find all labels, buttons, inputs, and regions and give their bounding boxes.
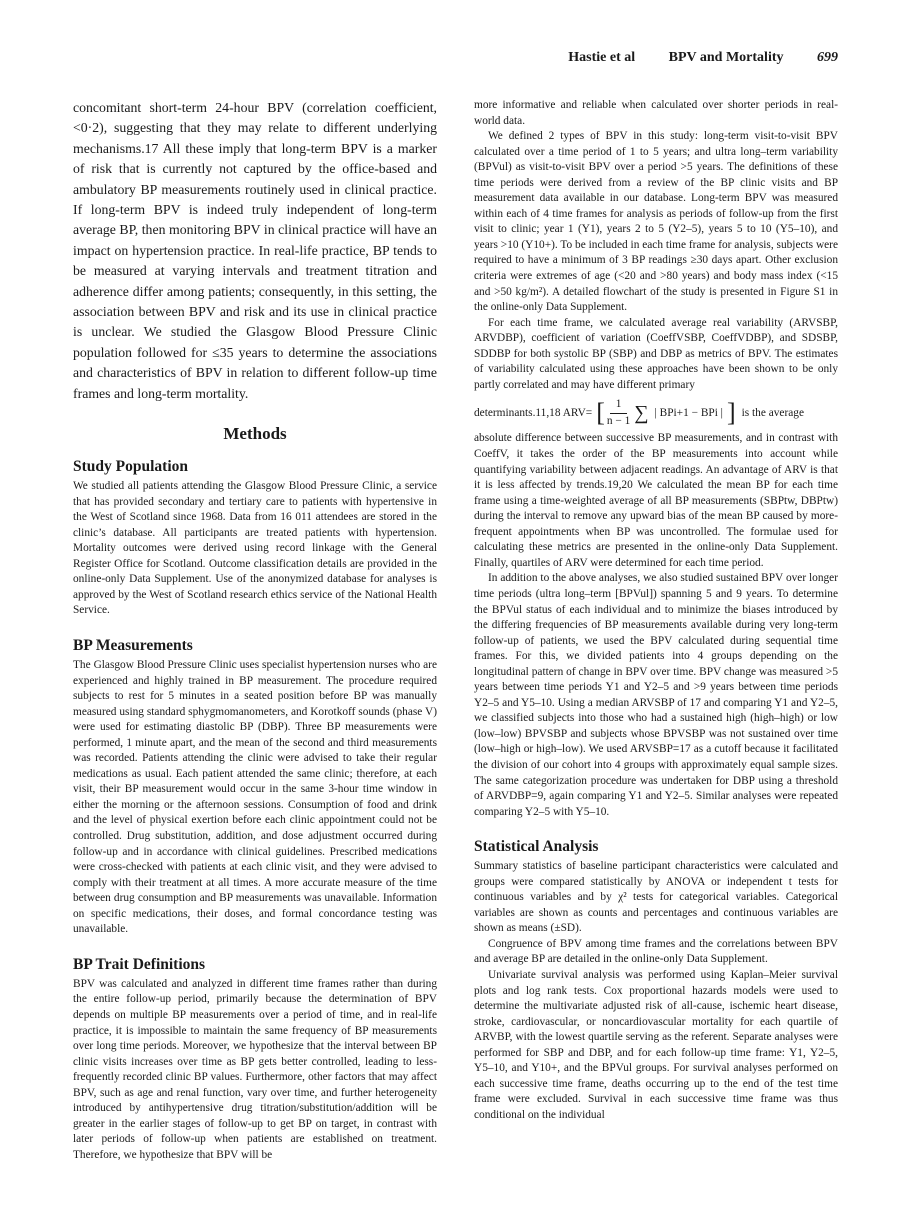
study-population-paragraph: We studied all patients attending the Glasgow Blood Pressure Clinic, a service that has provided secondary and tertiary care to patients with hypertensive in the West of Scotland since 1968. Data from 16 011 attendees are stored in the clinic’s database. All participants are treated patients with hypertension. Mortality outcomes were derived using record linkage with the General Register Office for Scotland. Outcome classification details are provided in the online-only Data Supplement. Use of the anonymized database for analyses is approved by the West of Scotland research ethics service of the National Health Service. [73, 480, 437, 617]
formula-fraction [607, 397, 630, 429]
bp-trait-paragraph: BPV was calculated and analyzed in different time frames rather than during the entire follow-up period, primarily because the determination of BPV depends on multiple BP measurements over a period of time, and in real-life practice, it is impossible to maintain the same frequency of BP measurements over long time periods. Moreover, we hypothesize that the interval between BP clinic visits increases over time as BP gets better controlled, leading to less-frequently recorded clinic BP values. Furthermore, other factors that may affect BPV, such as age and renal function, vary over time, and further heterogeneity introduced by antihypertensive drug titration/substitution/addition will be greater in the earlier stages of follow-up to get BP on target, in contrast with later periods of follow-up when patients are established on treatment. Therefore, we hypothesize that BPV will be [73, 977, 437, 1161]
study-population-heading: Study Population [73, 458, 189, 476]
statistical-analysis-heading: Statistical Analysis [474, 838, 599, 856]
stats-paragraph-2: Congruence of BPV among time frames and the correlations between BPV and average BP are detailed in the online-only Data Supplement. [474, 937, 838, 966]
arv-explanation-paragraph: absolute difference between successive BP measurements, and in contrast with CoeffV, it takes the order of the BP measurements into account while quantifying variability between adjacent readings. An advantage of ARV is that it is less affected by trends.19,20 We calculated the mean BP for each time frame using a time-weighted average of all BP measurements (SBPtw, DBPtw) during the interval to remove any upward bias of the mean BP caused by more-frequent appointments when BP was uncontrolled. The formulae used for calculating these metrics are presented in the online-only Data Supplement. Finally, quartiles of ARV were determined for each time period. [474, 432, 838, 569]
running-header [538, 50, 838, 66]
right-column [474, 98, 838, 1123]
formula-lead: determinants.11,18 ARV= [474, 406, 593, 419]
formula-right-bracket: ] [726, 398, 736, 428]
sustained-bpv-paragraph: In addition to the above analyses, we also studied sustained BPV over longer time periods (ultra long–term [BPVul]) spanning 5 and 9 years. To determine the BPVul status of each individual and to minimize the biases introduced by the differing frequencies of BP measurements available during very long-term follow-up of patients, we used the BPV calculated during sequential time frames. For this, we divided patients into 4 groups depending on the longitudinal pattern of change in BPV over time. BPV change was measured >5 years between time periods Y1 and Y2–5 and >9 years between time periods Y2–5 and Y5–10. Using a median ARVSBP of 17 and comparing Y1 and Y2–5, we classified subjects into those who had a sustained high (high–high) or low (low–low) BPVSBP and subjects whose BPVSBP was not sustained over time (low–high or high–low). We used ARVSBP=17 as a cutoff because it facilitated the division of our cohort into 4 groups with approximately equal sample sizes. The same categorization procedure was undertaken for DBP using a threshold of ARVDBP=9, again comparing Y1 and Y2–5. Similar analyses were repeated comparing Y2–5 with Y5–10. [474, 572, 838, 818]
bp-measurements-heading: BP Measurements [73, 637, 193, 655]
formula-denominator: n − 1 [606, 414, 631, 427]
header-authors: Hastie et al [568, 50, 636, 65]
stats-paragraph-3: Univariate survival analysis was performed using Kaplan–Meier survival plots and log rank tests. Cox proportional hazards models were used to determine the multivariate adjusted risk of all-cause, ischemic heart disease, stroke, cardiovascular, or noncardiovascular mortality for each quartile of ARVBP, with the lowest quartile serving as the referent. Separate analyses were performed for SBP and DBP, and for each follow-up time frame: Y1, Y2–5, Y5–10, and Y10+, and the BPVul groups. For survival analyses performed on each successive time frame, deaths occurring up to the end of the test time frame were excluded. Survival in each successive time frame was thus conditional on the individual [474, 968, 838, 1121]
intro-paragraph: concomitant short-term 24-hour BPV (correlation coefficient, <0·2), suggesting that they may relate to different underlying mechanisms.17 All these imply that long-term BPV is a marker of risk that is currently not captured by the office-based and ambulatory BP measurements routinely used in clinical practice. If long-term BPV is indeed truly independent of long-term average BP, then monitoring BPV in clinical practice will have an impact on hypertension practice. In real-life practice, BP tends to be measured at varying intervals and treatment titration and adherence differ among patients; consequently, in this setting, the association between BPV and risk and its use in clinical practice is unclear. We studied the Glasgow Blood Pressure Clinic population followed for ≤35 years to determine the associations and characteristics of BPV in relation to different follow-up time frames and long-term mortality. [73, 100, 437, 401]
bpv-metrics-paragraph: For each time frame, we calculated average real variability (ARVSBP, ARVDBP), coefficient of variation (CoeffVSBP, CoeffVDBP), and SDSBP, SDDBP for both systolic BP (SBP) and DBP as metrics of BPV. The estimates of variability calculated using these approaches have been shown to be only partly correlated and may have different primary [474, 316, 838, 391]
formula-tail: is the average [741, 406, 804, 419]
formula-term: | BPi+1 − BPi | [654, 406, 723, 419]
arv-formula [474, 397, 838, 429]
header-short-title: BPV and Mortality [668, 50, 784, 65]
bpv-types-paragraph: We defined 2 types of BPV in this study: long-term visit-to-visit BPV calculated over a time period of 1 to 5 years; and ultra long–term variability (BPVul) as visit-to-visit BPV over a period >5 years. The definitions of these time periods were derived from a review of the BP clinic visits and BP measurement data available in our database. Long-term BPV was measured within each of 4 time frames for analysis as periods of follow-up from the first visit to clinic; year 1 (Y1), years 2 to 5 (Y2–5), years 5 to 10 (Y5–10), and years >10 (Y10+). To be included in each time frame for analysis, subjects were required to have a minimum of 3 BP readings ≥30 days apart. Other exclusion criteria were extremes of age (<20 and >80 years) and body mass index (<15 and >50 kg/m²). A detailed flowchart of the study is presented in Figure S1 in the online-only Data Supplement. [474, 130, 838, 314]
paragraph-continuation: more informative and reliable when calculated over shorter periods in real-world data. [474, 99, 838, 127]
bp-measurements-paragraph: The Glasgow Blood Pressure Clinic uses specialist hypertension nurses who are experienced and highly trained in BP measurement. The procedure required subjects to rest for 5 minutes in a seated position before BP was manually measured using standard sphygmomanometers, and Korotkoff sounds (phase V) were used for estimating diastolic BP (DBP). Three BP measurements were performed, 1 minute apart, and the mean of the second and third measurements was recorded. Patients attending the clinic were advised to take their regular medications as usual. Each patient attended the same clinic; therefore, at each visit, their BP measurement would occur in the same 3-hour time window in either the morning or the afternoon sessions. Consumption of food and drink and the level of physical exertion before each clinic appointment could not be controlled. Drug substitution, addition, and dose adjustment occurred during follow-up and in accordance with clinical guidelines. Prescribed medications were cross-checked with patients at each clinic visit, and they were advised to comply with their treatment at all times. A more accurate measure of the time between drug consumption and BP measurements was unavailable. Information on specific medications, their doses, and formal concordance testing was unavailable. [73, 659, 437, 936]
formula-left-bracket: [ [596, 398, 605, 428]
methods-heading: Methods [223, 424, 287, 444]
formula-numerator: 1 [610, 397, 628, 414]
left-column [73, 98, 437, 1163]
header-page-number: 699 [817, 50, 838, 65]
bp-trait-heading: BP Trait Definitions [73, 955, 206, 973]
summation-symbol: ∑ [634, 401, 649, 424]
stats-paragraph-1: Summary statistics of baseline participant characteristics were calculated and groups were compared statistically by ANOVA or independent t tests for continuous variables and by χ² tests for categorical variables. Categorical variables are shown as counts and percentages and continuous variables are shown as means (±SD). [474, 860, 838, 935]
